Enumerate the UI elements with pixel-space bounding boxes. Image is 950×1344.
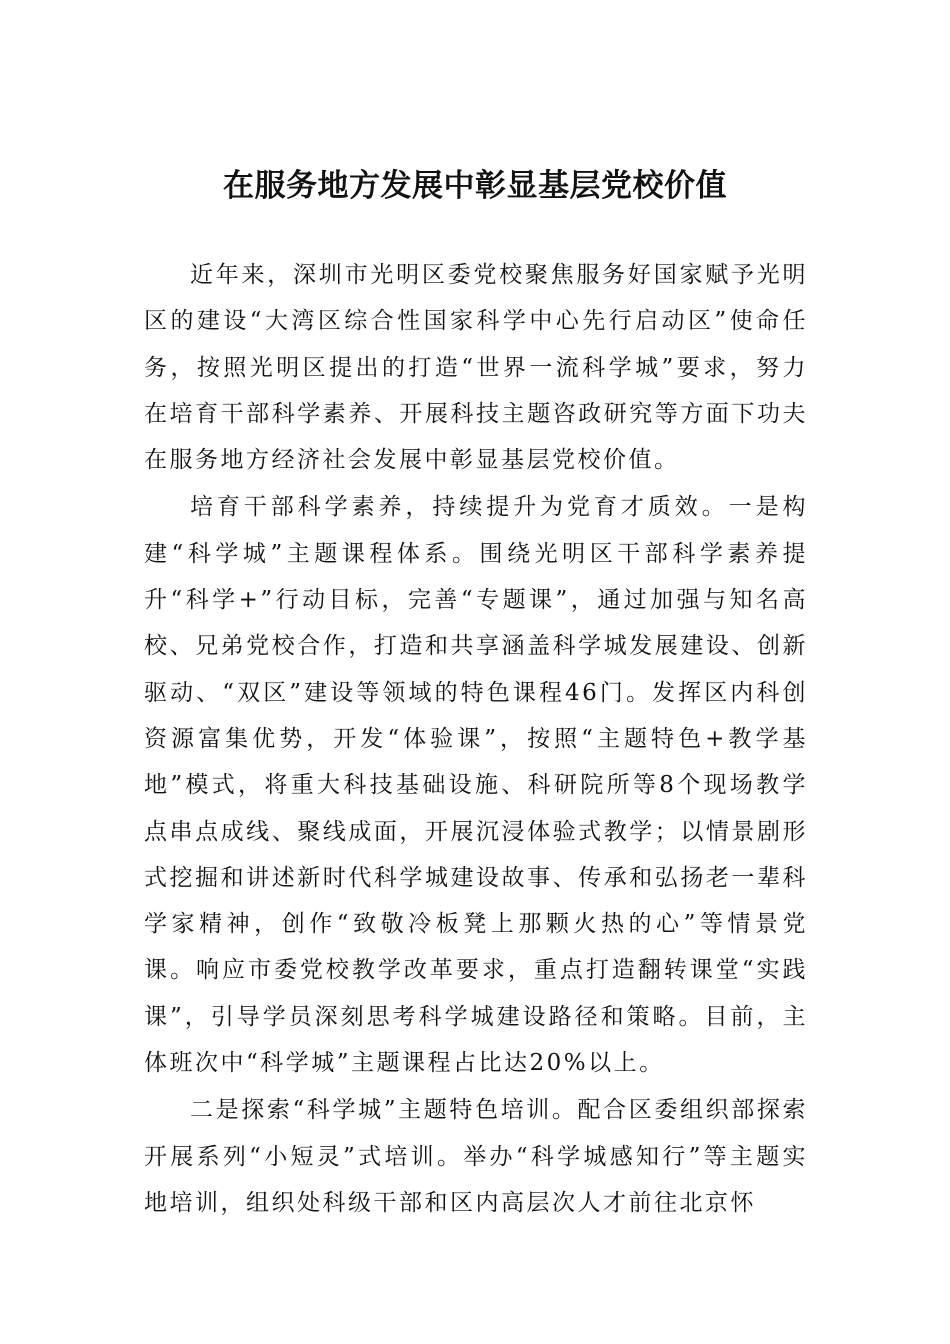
paragraph-training: 二是探索“科学城”主题特色培训。配合区委组织部探索开展系列“小短灵”式培训。举办“科学城感知行”等主题实地培训，组织处科级干部和区内高层次人才前往北京怀 bbox=[144, 1097, 808, 1216]
document-title: 在服务地方发展中彰显基层党校价值 bbox=[223, 168, 727, 204]
document-body bbox=[144, 252, 808, 1227]
paragraph-cultivation: 培育干部科学素养，持续提升为党育才质效。一是构建“科学城”主题课程体系。围绕光明区干部科学素养提升“科学+”行动目标，完善“专题课”，通过加强与知名高校、兄弟党校合作，打造和共享涵盖科学城发展建设、创新驱动、“双区”建设等领域的特色课程46门。发挥区内科创资源富集优势，开发“体验课”，按照“主题特色+教学基地”模式，将重大科技基础设施、科研院所等8个现场教学点串点成线、聚线成面，开展沉浸体验式教学；以情景剧形式挖掘和讲述新时代科学城建设故事、传承和弘扬老一辈科学家精神，创作“致敬冷板凳上那颗火热的心”等情景党课。响应市委党校教学改革要求，重点打造翻转课堂“实践课”，引导学员深刻思考科学城建设路径和策略。目前，主体班次中“科学城”主题课程占比达20%以上。 bbox=[144, 494, 808, 1077]
paragraph-intro: 近年来，深圳市光明区委党校聚焦服务好国家赋予光明区的建设“大湾区综合性国家科学中心先行启动区”使命任务，按照光明区提出的打造“世界一流科学城”要求，努力在培育干部科学素养、开展科技主题咨政研究等方面下功夫在服务地方经济社会发展中彰显基层党校价值。 bbox=[144, 262, 808, 474]
